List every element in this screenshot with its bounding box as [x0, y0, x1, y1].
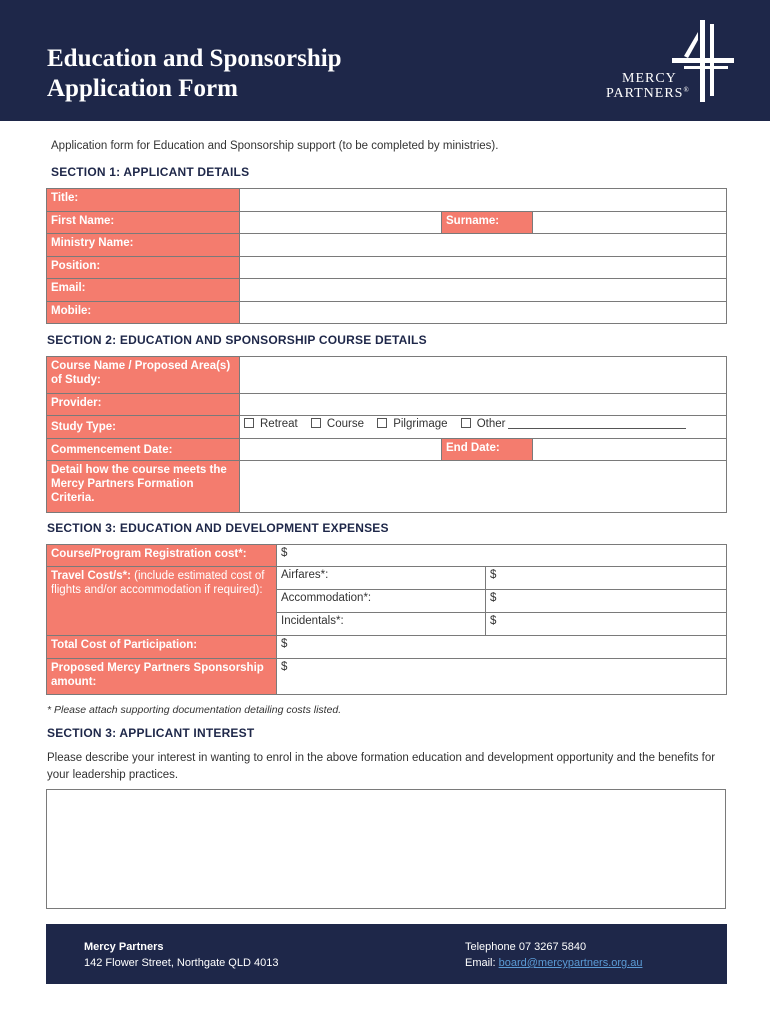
option-pilgrimage-label: Pilgrimage: [393, 418, 448, 430]
documentation-note: * Please attach supporting documentation detailing costs listed.: [47, 704, 342, 716]
incidentals-input[interactable]: $: [486, 613, 727, 636]
section1-heading: SECTION 1: APPLICANT DETAILS: [51, 165, 250, 179]
logo-text-partners: [606, 86, 690, 102]
registration-cost-input[interactable]: $: [277, 545, 727, 567]
course-details-table: [46, 356, 727, 513]
footer-address-block: [84, 939, 278, 971]
registration-cost-label: Course/Program Registration cost*:: [47, 545, 277, 567]
logo-text-partners-word: PARTNERS: [606, 86, 684, 101]
other-input-line[interactable]: [508, 419, 686, 429]
commencement-date-input[interactable]: [240, 439, 442, 461]
course-name-label: Course Name / Proposed Area(s) of Study:: [47, 357, 240, 394]
footer-email-link[interactable]: board@mercypartners.org.au: [498, 957, 643, 969]
header-banner: [0, 0, 770, 121]
position-label: Position:: [47, 257, 240, 279]
first-name-label: First Name:: [47, 212, 240, 234]
checkbox-other[interactable]: [461, 418, 471, 428]
travel-cost-title: Travel Cost/s*:: [51, 570, 131, 582]
page-title-line2: Application Form: [47, 75, 238, 102]
first-name-input[interactable]: [240, 212, 442, 234]
section3-heading: SECTION 3: EDUCATION AND DEVELOPMENT EXPENSES: [47, 521, 389, 535]
footer: [46, 924, 727, 984]
applicant-details-table: [46, 188, 727, 324]
title-label: Title:: [47, 189, 240, 212]
registered-mark: ®: [683, 86, 690, 94]
checkbox-retreat[interactable]: [244, 418, 254, 428]
intro-text: Application form for Education and Sponsorship support (to be completed by ministries).: [51, 140, 499, 152]
option-course-label: Course: [326, 418, 364, 430]
email-label: Email:: [47, 279, 240, 302]
airfares-input[interactable]: $: [486, 567, 727, 590]
criteria-input[interactable]: [240, 461, 727, 513]
travel-cost-note: (include estimated cost of flights and/or accommodation if required):: [51, 570, 265, 596]
footer-address: 142 Flower Street, Northgate QLD 4013: [84, 957, 279, 969]
mobile-label: Mobile:: [47, 302, 240, 324]
email-input[interactable]: [240, 279, 727, 302]
end-date-input[interactable]: [533, 439, 727, 461]
provider-label: Provider:: [47, 394, 240, 416]
section4-heading: SECTION 3: APPLICANT INTEREST: [47, 726, 255, 740]
logo-text-mercy: MERCY: [622, 71, 677, 86]
airfares-label: Airfares*:: [277, 567, 486, 590]
footer-contact-block: [465, 939, 642, 971]
incidentals-label: Incidentals*:: [277, 613, 486, 636]
footer-email-label: Email:: [465, 957, 499, 969]
total-cost-label: Total Cost of Participation:: [47, 636, 277, 659]
travel-cost-label: [47, 567, 277, 636]
option-other-label: Other: [476, 418, 506, 430]
interest-response-box[interactable]: [46, 789, 726, 909]
option-pilgrimage[interactable]: [377, 418, 447, 430]
interest-description: Please describe your interest in wanting to enrol in the above formation education and development opportunity and the benefits for your leadership practices.: [47, 752, 716, 781]
provider-input[interactable]: [240, 394, 727, 416]
end-date-label: End Date:: [442, 439, 533, 461]
surname-label: Surname:: [442, 212, 533, 234]
expenses-table: [46, 544, 727, 695]
mobile-input[interactable]: [240, 302, 727, 324]
title-input[interactable]: [240, 189, 727, 212]
study-type-options: [240, 416, 727, 439]
footer-email-line: [465, 955, 642, 971]
surname-input[interactable]: [533, 212, 727, 234]
ministry-name-input[interactable]: [240, 234, 727, 257]
accommodation-label: Accommodation*:: [277, 590, 486, 613]
option-course[interactable]: [311, 418, 364, 430]
commencement-date-label: Commencement Date:: [47, 439, 240, 461]
footer-org-name: Mercy Partners: [84, 941, 164, 953]
page-title: [47, 44, 342, 104]
checkbox-course[interactable]: [311, 418, 321, 428]
total-cost-input[interactable]: $: [277, 636, 727, 659]
criteria-label: Detail how the course meets the Mercy Partners Formation Criteria.: [47, 461, 240, 513]
accommodation-input[interactable]: $: [486, 590, 727, 613]
sponsorship-amount-input[interactable]: $: [277, 659, 727, 695]
checkbox-pilgrimage[interactable]: [377, 418, 387, 428]
page-title-line1: Education and Sponsorship: [47, 45, 342, 72]
option-retreat[interactable]: [244, 418, 298, 430]
ministry-name-label: Ministry Name:: [47, 234, 240, 257]
section2-heading: SECTION 2: EDUCATION AND SPONSORSHIP COURSE DETAILS: [47, 333, 427, 347]
option-other[interactable]: [461, 418, 686, 430]
mercy-partners-logo: [600, 18, 740, 104]
option-retreat-label: Retreat: [260, 418, 298, 430]
position-input[interactable]: [240, 257, 727, 279]
course-name-input[interactable]: [240, 357, 727, 394]
footer-telephone: Telephone 07 3267 5840: [465, 941, 587, 953]
study-type-label: Study Type:: [47, 416, 240, 439]
sponsorship-amount-label: Proposed Mercy Partners Sponsorship amount:: [47, 659, 277, 695]
